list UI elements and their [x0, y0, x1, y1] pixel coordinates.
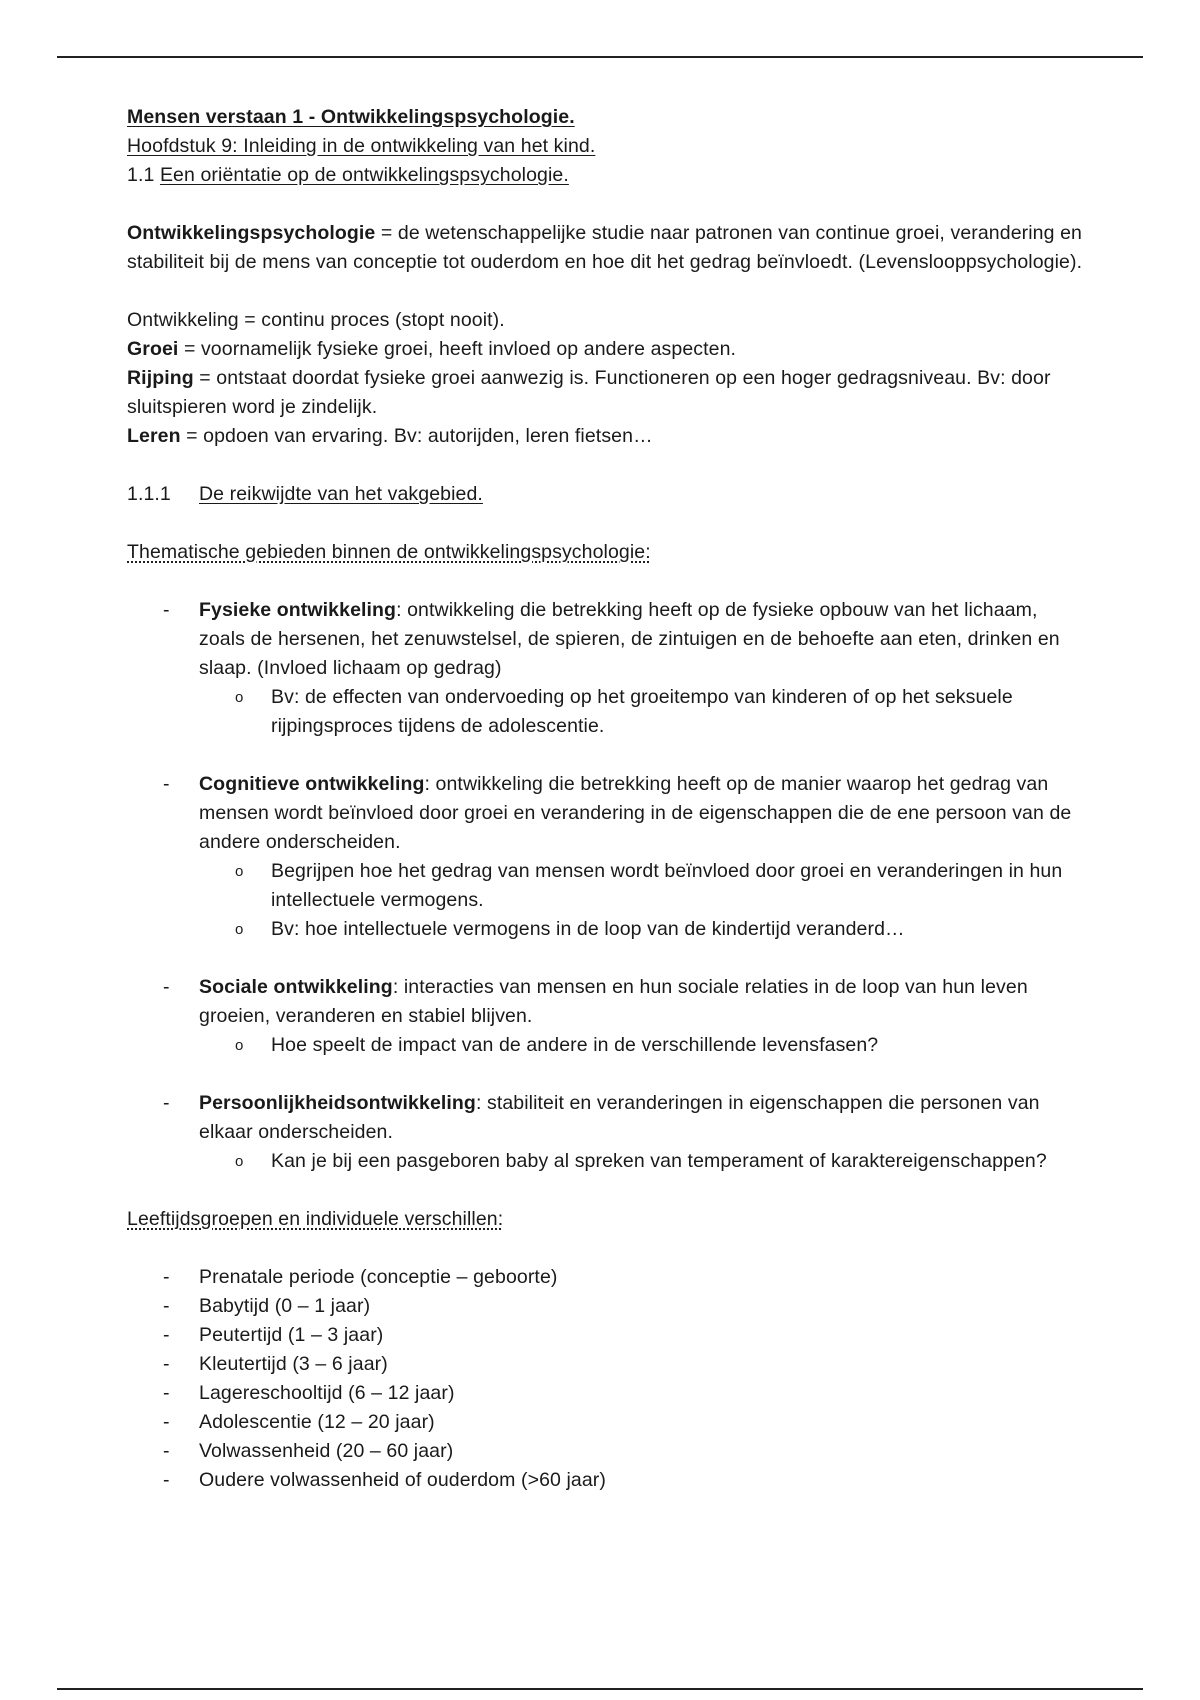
list-item: - Volwassenheid (20 – 60 jaar)	[127, 1437, 1087, 1466]
sub-list-item: o Hoe speelt de impact van de andere in de verschillende levensfasen?	[199, 1031, 1087, 1060]
concept-ontwikkeling: Ontwikkeling = continu proces (stopt nooit).	[127, 309, 505, 331]
age-groups-list	[127, 1263, 1087, 1495]
list-item: - Persoonlijkheidsontwikkeling: stabiliteit en veranderingen in eigenschappen die personen van elkaar onderscheiden. o Kan je bij een pasgeboren baby al spreken van temperament of karaktereigenschappen?	[127, 1089, 1087, 1176]
circle-bullet: o	[235, 921, 244, 938]
list-item: - Prenatale periode (conceptie – geboorte)	[127, 1263, 1087, 1292]
dash-bullet: -	[163, 1295, 170, 1317]
circle-bullet: o	[235, 1153, 244, 1170]
header-rule	[57, 56, 1143, 58]
definition-text: = de wetenschappelijke studie naar patronen van continue groei, verandering en stabiliteit bij de mens van conceptie tot ouderdom en hoe dit het gedrag beïnvloedt. (Levenslooppsychologie).	[127, 222, 1083, 273]
dash-bullet: -	[163, 1411, 170, 1433]
dash-bullet: -	[163, 1092, 170, 1114]
document-page	[127, 103, 1087, 1495]
concept-leren: Leren = opdoen van ervaring. Bv: autorijden, leren fietsen…	[127, 425, 653, 447]
dash-bullet: -	[163, 599, 170, 621]
list-item: - Sociale ontwikkeling: interacties van mensen en hun sociale relaties in de loop van hun leven groeien, veranderen en stabiel blijven. o Hoe speelt de impact van de andere in de verschillende levensfasen?	[127, 973, 1087, 1060]
circle-bullet: o	[235, 1037, 244, 1054]
document-title: Mensen verstaan 1 - Ontwikkelingspsychologie.	[127, 106, 575, 128]
sub-list-item: o Kan je bij een pasgeboren baby al spreken van temperament of karaktereigenschappen?	[199, 1147, 1087, 1176]
definition-paragraph	[127, 219, 1087, 277]
list-item: - Adolescentie (12 – 20 jaar)	[127, 1408, 1087, 1437]
circle-bullet: o	[235, 689, 244, 706]
dash-bullet: -	[163, 1382, 170, 1404]
list-item: - Peutertijd (1 – 3 jaar)	[127, 1321, 1087, 1350]
sub-list-item: o Bv: de effecten van ondervoeding op het groeitempo van kinderen of op het seksuele rijpingsproces tijdens de adolescentie.	[199, 683, 1087, 741]
thematic-heading: Thematische gebieden binnen de ontwikkelingspsychologie:	[127, 541, 651, 563]
list-item: - Lagereschooltijd (6 – 12 jaar)	[127, 1379, 1087, 1408]
sub-list-item: o Begrijpen hoe het gedrag van mensen wordt beïnvloed door groei en veranderingen in hun intellectuele vermogens.	[199, 857, 1087, 915]
dash-bullet: -	[163, 976, 170, 998]
list-item: - Kleutertijd (3 – 6 jaar)	[127, 1350, 1087, 1379]
subsection-heading: 1.1.1 De reikwijdte van het vakgebied.	[127, 483, 483, 505]
list-item: - Babytijd (0 – 1 jaar)	[127, 1292, 1087, 1321]
chapter-heading: Hoofdstuk 9: Inleiding in de ontwikkeling van het kind.	[127, 135, 596, 157]
dash-bullet: -	[163, 1469, 170, 1491]
list-item: - Fysieke ontwikkeling: ontwikkeling die betrekking heeft op de fysieke opbouw van het lichaam, zoals de hersenen, het zenuwstelsel, de spieren, de zintuigen en de behoefte aan eten, drinken en slaap. (Invloed lichaam op gedrag) o Bv: de effecten van ondervoeding op het groeitempo van kinderen of op het seksuele rijpingsproces tijdens de adolescentie.	[127, 596, 1087, 741]
dash-bullet: -	[163, 773, 170, 795]
dash-bullet: -	[163, 1440, 170, 1462]
dash-bullet: -	[163, 1266, 170, 1288]
dash-bullet: -	[163, 1353, 170, 1375]
list-item: - Cognitieve ontwikkeling: ontwikkeling die betrekking heeft op de manier waarop het gedrag van mensen wordt beïnvloed door groei en verandering in de eigenschappen die de ene persoon van de andere onderscheiden. o Begrijpen hoe het gedrag van mensen wordt beïnvloed door groei en veranderingen in hun intellectuele vermogens. o Bv: hoe intellectuele vermogens in de loop van de kindertijd veranderd…	[127, 770, 1087, 944]
age-groups-heading: Leeftijdsgroepen en individuele verschillen:	[127, 1208, 504, 1230]
thematic-list	[127, 596, 1087, 1176]
section-heading: 1.1 Een oriëntatie op de ontwikkelingspsychologie.	[127, 164, 569, 186]
circle-bullet: o	[235, 863, 244, 880]
sub-list-item: o Bv: hoe intellectuele vermogens in de loop van de kindertijd veranderd…	[199, 915, 1087, 944]
concept-rijping: Rijping = ontstaat doordat fysieke groei aanwezig is. Functioneren op een hoger gedragsniveau. Bv: door sluitspieren word je zindelijk.	[127, 367, 1051, 418]
dash-bullet: -	[163, 1324, 170, 1346]
concept-groei: Groei = voornamelijk fysieke groei, heeft invloed op andere aspecten.	[127, 338, 737, 360]
definition-term: Ontwikkelingspsychologie	[127, 222, 376, 244]
list-item: - Oudere volwassenheid of ouderdom (>60 jaar)	[127, 1466, 1087, 1495]
footer-rule	[57, 1688, 1143, 1690]
